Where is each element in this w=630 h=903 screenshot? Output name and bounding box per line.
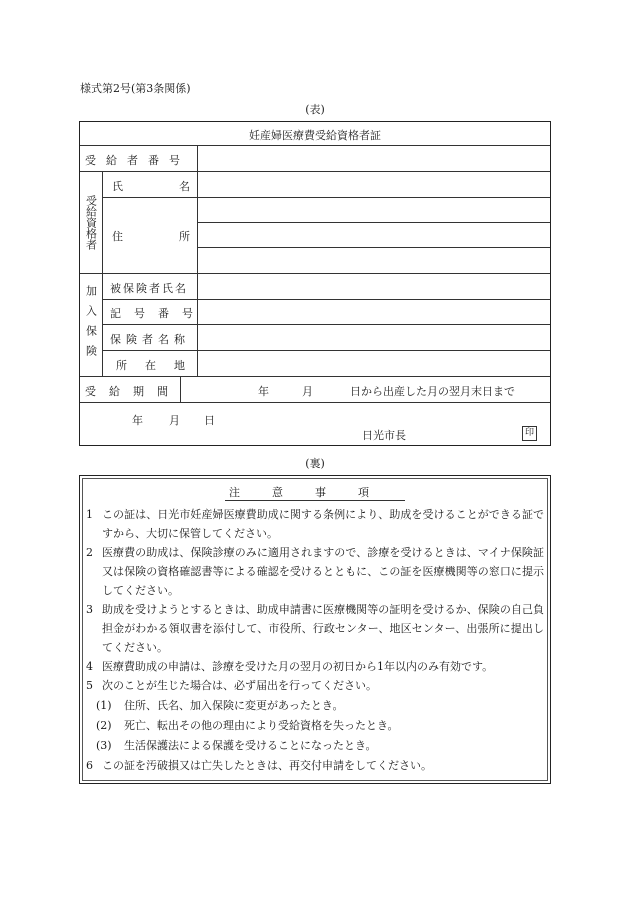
sub-item-number: (1) bbox=[96, 699, 112, 712]
note-3 bbox=[86, 600, 544, 657]
issue-day: 日 bbox=[204, 414, 215, 427]
note-1 bbox=[86, 505, 544, 543]
note-number: 3 bbox=[86, 603, 93, 616]
recipient-number-label bbox=[85, 152, 189, 168]
issue-month: 月 bbox=[169, 414, 180, 427]
certificate-title: 妊産婦医療費受給資格者証 bbox=[249, 129, 381, 142]
notes-heading bbox=[80, 484, 550, 500]
period-year: 年 bbox=[258, 385, 269, 398]
note-text: 次のことが生じた場合は、必ず届出を行ってください。 bbox=[102, 679, 377, 692]
note-text: この証は、日光市妊産婦医療費助成に関する条例により、助成を受けることができる証ですから、大切に保管してください。 bbox=[102, 508, 544, 540]
note-2 bbox=[86, 543, 544, 600]
seal-stamp: 印 bbox=[522, 426, 537, 441]
address-label: 住所 bbox=[112, 230, 246, 243]
symbol-number-label: 記号番号 bbox=[110, 307, 206, 320]
insurance-group-text: 加入保険 bbox=[84, 284, 98, 365]
period-text: 日から出産した月の翌月末日まで bbox=[350, 385, 515, 398]
recipient-group-label bbox=[80, 171, 102, 273]
note-text: 助成を受けようとするときは、助成申請書に医療機関等の証明を受けるか、保険の自己負担金がわかる領収書を添付して、市役所、行政センター、地区センター、出張所に提出してください。 bbox=[102, 603, 544, 654]
note-5 bbox=[86, 676, 544, 695]
back-notes-box bbox=[79, 475, 551, 784]
form-number: 様式第2号(第3条関係) bbox=[80, 82, 191, 95]
recipient-number-text: 受給者番号 bbox=[85, 154, 190, 167]
period-month: 月 bbox=[302, 385, 313, 398]
note-number: 6 bbox=[86, 759, 93, 772]
sub-item-1 bbox=[96, 696, 343, 715]
sub-item-text: 死亡、転出その他の理由により受給資格を失ったとき。 bbox=[124, 719, 399, 732]
sub-item-3 bbox=[96, 736, 377, 755]
sub-item-number: (3) bbox=[96, 739, 112, 752]
note-4 bbox=[86, 657, 544, 676]
insurance-group-label bbox=[80, 273, 102, 376]
recipient-group-text: 受給資格者 bbox=[84, 194, 98, 250]
sub-item-text: 住所、氏名、加入保険に変更があったとき。 bbox=[124, 699, 344, 712]
name-label: 氏名 bbox=[112, 180, 246, 193]
location-label: 所在地 bbox=[116, 359, 203, 372]
notes-heading-text: 注意事項 bbox=[225, 486, 405, 501]
note-6 bbox=[86, 756, 544, 775]
insurer-name-label: 保険者名称 bbox=[110, 333, 190, 346]
period-label: 受給期間 bbox=[85, 385, 181, 398]
note-number: 1 bbox=[86, 508, 93, 521]
front-certificate-table bbox=[79, 121, 551, 446]
note-number: 4 bbox=[86, 660, 93, 673]
issue-year: 年 bbox=[132, 414, 143, 427]
sub-item-text: 生活保護法による保護を受けることになったとき。 bbox=[124, 739, 377, 752]
front-side-label: (表) bbox=[305, 103, 325, 116]
note-number: 2 bbox=[86, 546, 93, 559]
note-text: この証を汚破損又は亡失したときは、再交付申請をしてください。 bbox=[102, 759, 432, 772]
mayor-name: 日光市長 bbox=[362, 429, 406, 442]
back-side-label: (裏) bbox=[305, 457, 325, 470]
insured-name-label: 被保険者氏名 bbox=[110, 282, 188, 295]
note-number: 5 bbox=[86, 679, 93, 692]
sub-item-number: (2) bbox=[96, 719, 112, 732]
note-text: 医療費の助成は、保険診療のみに適用されますので、診療を受けるときは、マイナ保険証又は保険の資格確認書等による確認を受けるとともに、この証を医療機関等の窓口に提示してください。 bbox=[102, 546, 544, 597]
note-text: 医療費助成の申請は、診療を受けた月の翌月の初日から1年以内のみ有効です。 bbox=[102, 660, 494, 673]
sub-item-2 bbox=[96, 716, 399, 735]
